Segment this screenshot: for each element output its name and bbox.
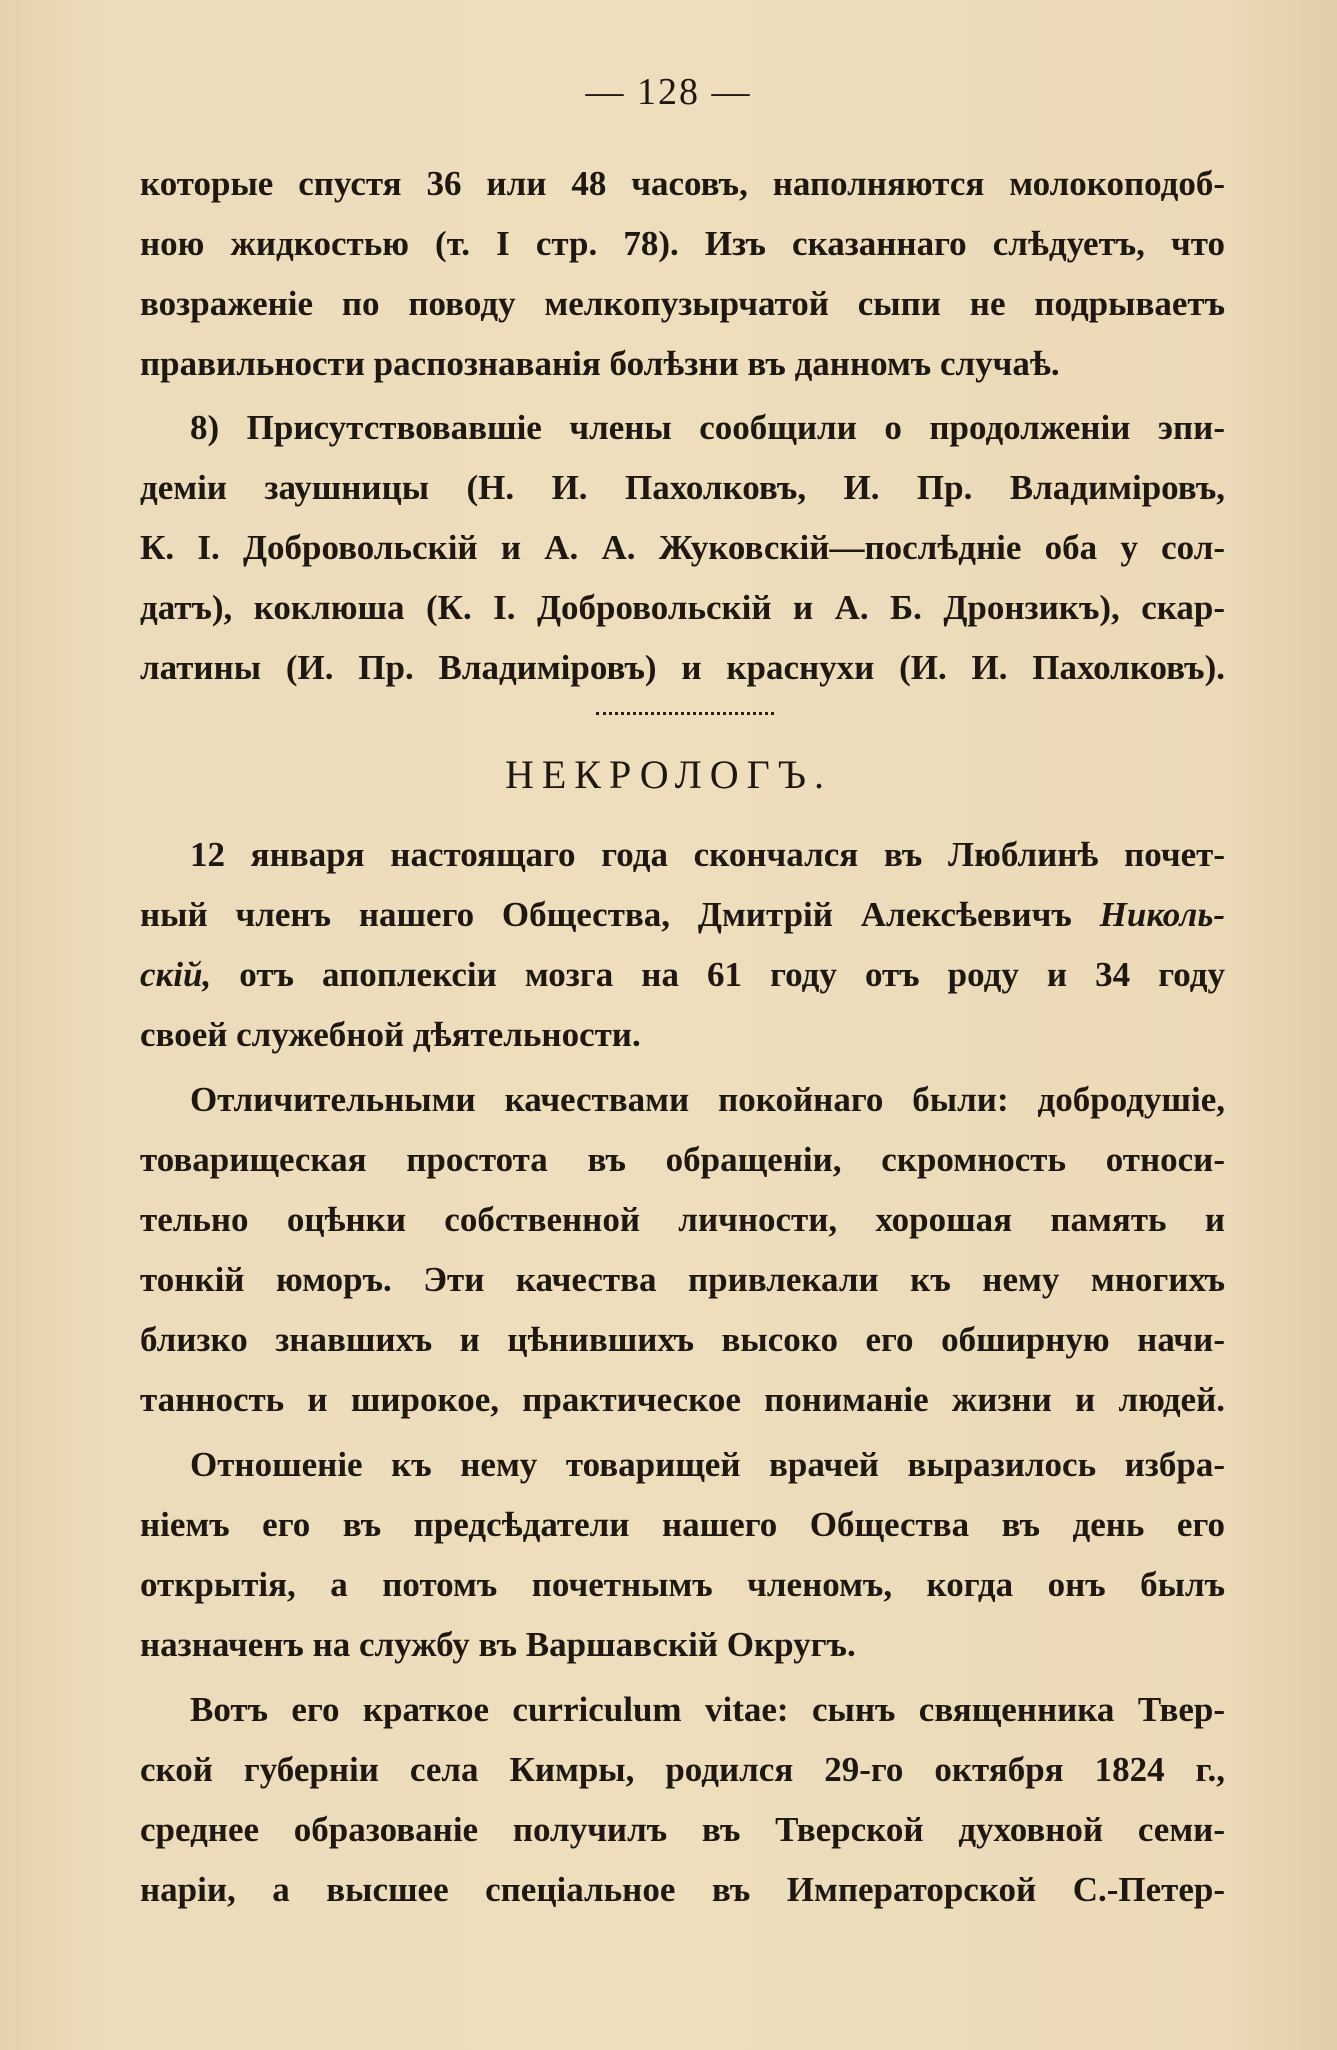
page-number: — 128 — <box>585 71 752 113</box>
necrology-heading: НЕКРОЛОГЪ. <box>504 752 832 797</box>
paragraph-line: открытія, а потомъ почетнымъ членомъ, когда онъ былъ <box>140 1565 1225 1604</box>
paragraph-line: латины (И. Пр. Владиміровъ) и краснухи (И. И. Пахолковъ). <box>140 648 1225 687</box>
paragraph-line: близко знавшихъ и цѣнившихъ высоко его обширную начи- <box>140 1320 1225 1359</box>
paragraph-line: среднее образованіе получилъ въ Тверской духовной семи- <box>140 1810 1225 1849</box>
paragraph-line: Отношеніе къ нему товарищей врачей выразилось избра- <box>190 1445 1225 1484</box>
paragraph-line: 12 января настоящаго года скончался въ Люблинѣ почет- <box>190 835 1225 874</box>
paragraph-line: танность и широкое, практическое пониманіе жизни и людей. <box>140 1380 1225 1419</box>
section-divider <box>596 712 774 715</box>
paragraph-line: ніемъ его въ предсѣдатели нашего Общества въ день его <box>140 1505 1225 1544</box>
paragraph-line: своей служебной дѣятельности. <box>140 1015 641 1054</box>
paragraph-line: тонкій юморъ. Эти качества привлекали къ нему многихъ <box>140 1260 1225 1299</box>
paragraph-line: возраженіе по поводу мелкопузырчатой сыпи не подрываетъ <box>140 284 1225 323</box>
paragraph-line: датъ), коклюша (К. I. Добровольскій и А. Б. Дронзикъ), скар- <box>140 588 1225 627</box>
paragraph-line: правильности распознаванія болѣзни въ данномъ случаѣ. <box>140 344 1060 383</box>
paragraph-line: тельно оцѣнки собственной личности, хорошая память и <box>140 1200 1225 1239</box>
paragraph-line: ною жидкостью (т. I стр. 78). Изъ сказаннаго слѣдуетъ, что <box>140 224 1225 263</box>
paragraph-line: деміи заушницы (Н. И. Пахолковъ, И. Пр. Владиміровъ, <box>140 468 1225 507</box>
paragraph-line: наріи, а высшее спеціальное въ Императорской С.-Петер- <box>140 1870 1225 1909</box>
paragraph-line <box>140 885 1225 945</box>
surname-italic: Николь- <box>1099 895 1225 934</box>
paragraph-line: Отличительными качествами покойнаго были: добродушіе, <box>190 1080 1225 1119</box>
paragraph-line: 8) Присутствовавшіе члены сообщили о продолженіи эпи- <box>190 408 1225 447</box>
surname-italic: скій, <box>140 955 212 994</box>
text-segment: отъ апоплексіи мозга на 61 году отъ роду и 34 году <box>211 955 1225 994</box>
paragraph-line: Вотъ его краткое curriculum vitae: сынъ священника Твер- <box>190 1690 1225 1729</box>
paragraph-line: ской губерніи села Кимры, родился 29-го октября 1824 г., <box>140 1750 1225 1789</box>
paragraph-line: К. I. Добровольскій и А. А. Жуковскій—послѣдніе оба у сол- <box>140 528 1225 567</box>
paragraph-line <box>140 945 1225 1005</box>
text-segment: ный членъ нашего Общества, Дмитрій Алексѣевичъ <box>140 895 1100 934</box>
paragraph-line: назначенъ на службу въ Варшавскій Округъ. <box>140 1625 856 1664</box>
paragraph-line: которые спустя 36 или 48 часовъ, наполняются молокоподоб- <box>140 164 1225 203</box>
paragraph-line: товарищеская простота въ обращеніи, скромность относи- <box>140 1140 1225 1179</box>
